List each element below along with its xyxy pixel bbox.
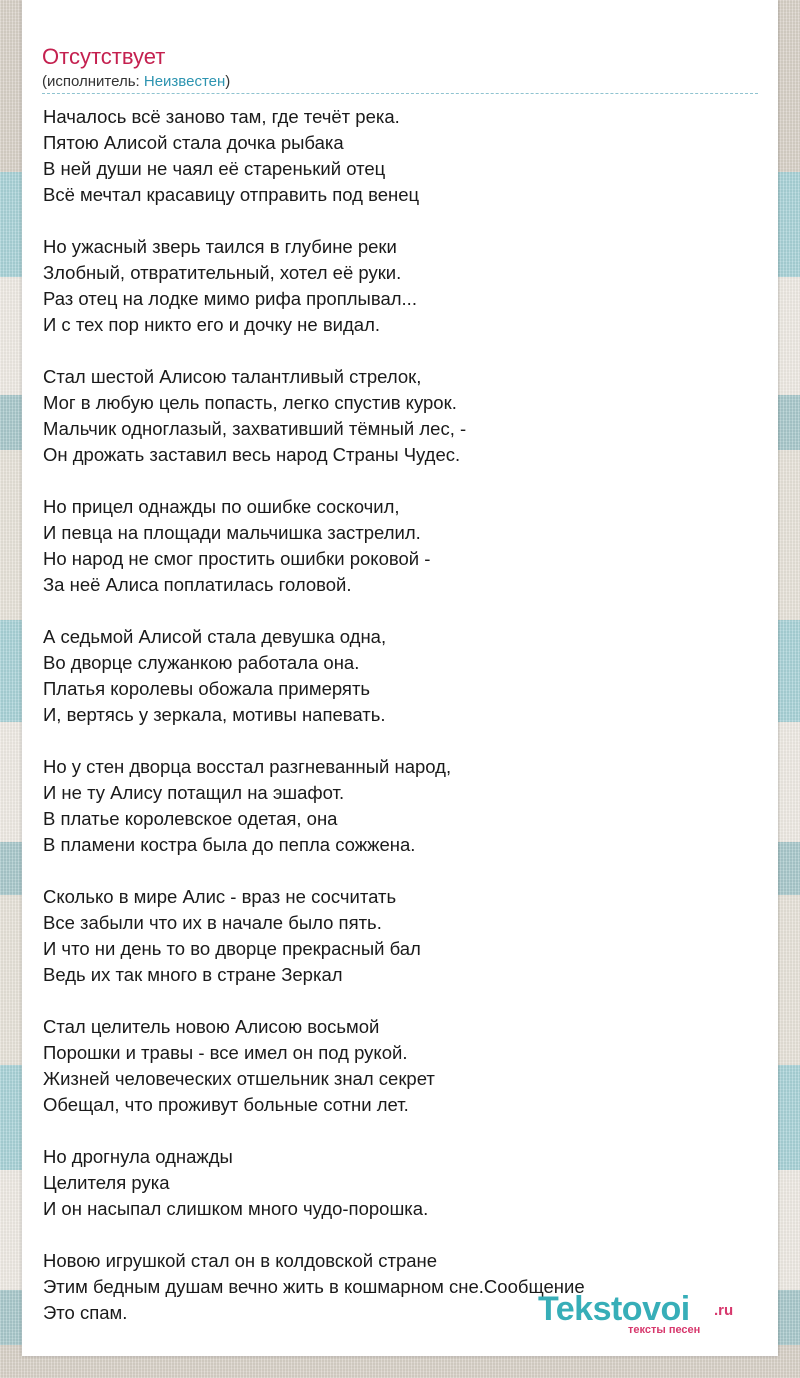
lyric-line: Порошки и травы - все имел он под рукой. — [43, 1042, 408, 1063]
lyric-line: Но прицел однажды по ошибке соскочил, — [43, 496, 400, 517]
lyric-line: Стал шестой Алисою талантливый стрелок, — [43, 366, 422, 387]
artist-line — [42, 73, 230, 91]
lyric-line: И певца на площади мальчишка застрелил. — [43, 522, 421, 543]
lyric-line: И что ни день то во дворце прекрасный бал — [43, 938, 421, 959]
lyric-line: Он дрожать заставил весь народ Страны Чудес. — [43, 444, 461, 465]
logo-wordmark: Tekstovoi — [538, 1290, 690, 1328]
logo-tagline: тексты песен — [628, 1324, 701, 1336]
lyric-line: В ней души не чаял её старенький отец — [43, 158, 386, 179]
lyric-line: Это спам. — [43, 1302, 128, 1323]
artist-prefix: (исполнитель: — [42, 73, 144, 90]
stanza-break — [43, 208, 763, 234]
lyric-line: Но народ не смог простить ошибки роковой - — [43, 548, 431, 569]
stanza-break — [43, 598, 763, 624]
lyric-line: Обещал, что проживут больные сотни лет. — [43, 1094, 409, 1115]
lyric-line: Новою игрушкой стал он в колдовской стране — [43, 1250, 438, 1271]
lyric-line: И он насыпал слишком много чудо-порошка. — [43, 1198, 429, 1219]
lyric-line: Но у стен дворца восстал разгневанный народ, — [43, 756, 452, 777]
lyric-line: И, вертясь у зеркала, мотивы напевать. — [43, 704, 386, 725]
stanza-break — [43, 1118, 763, 1144]
site-logo[interactable] — [538, 1290, 748, 1336]
lyric-line: А седьмой Алисой стала девушка одна, — [43, 626, 387, 647]
lyric-line: Во дворце служанкою работала она. — [43, 652, 360, 673]
lyrics-text — [43, 104, 763, 1326]
stanza-break — [43, 1222, 763, 1248]
stanza-break — [43, 728, 763, 754]
stanza-break — [43, 468, 763, 494]
lyric-line: Ведь их так много в стране Зеркал — [43, 964, 343, 985]
lyric-line: Но дрогнула однажды — [43, 1146, 233, 1167]
lyric-line: Сколько в мире Алис - враз не сосчитать — [43, 886, 397, 907]
lyric-line: За неё Алиса поплатилась головой. — [43, 574, 352, 595]
lyric-line: В пламени костра была до пепла сожжена. — [43, 834, 416, 855]
lyric-line: Раз отец на лодке мимо рифа проплывал... — [43, 288, 417, 309]
lyric-line: Мог в любую цель попасть, легко спустив курок. — [43, 392, 457, 413]
lyric-line: Стал целитель новою Алисою восьмой — [43, 1016, 380, 1037]
artist-suffix: ) — [225, 73, 231, 90]
lyric-line: И с тех пор никто его и дочку не видал. — [43, 314, 381, 335]
lyric-line: Но ужасный зверь таился в глубине реки — [43, 236, 397, 257]
lyric-line: Злобный, отвратительный, хотел её руки. — [43, 262, 402, 283]
lyric-line: Этим бедным душам вечно жить в кошмарном сне.Сообщение — [43, 1276, 585, 1297]
lyric-line: Целителя рука — [43, 1172, 170, 1193]
stanza-break — [43, 858, 763, 884]
lyric-line: Платья королевы обожала примерять — [43, 678, 371, 699]
lyric-line: Началось всё заново там, где течёт река. — [43, 106, 400, 127]
lyric-line: Мальчик одноглазый, захвативший тёмный лес, - — [43, 418, 467, 439]
stanza-break — [43, 338, 763, 364]
lyric-line: В платье королевское одетая, она — [43, 808, 338, 829]
lyric-line: Жизней человеческих отшельник знал секрет — [43, 1068, 435, 1089]
title-divider — [42, 93, 758, 94]
lyric-line: Все забыли что их в начале было пять. — [43, 912, 382, 933]
lyric-line: Всё мечтал красавицу отправить под венец — [43, 184, 420, 205]
lyrics-card — [22, 0, 778, 1356]
stanza-break — [43, 988, 763, 1014]
song-title: Отсутствует — [42, 44, 166, 69]
lyric-line: Пятою Алисой стала дочка рыбака — [43, 132, 344, 153]
lyric-line: И не ту Алису потащил на эшафот. — [43, 782, 345, 803]
artist-link[interactable]: Неизвестен — [143, 73, 226, 90]
logo-domain: .ru — [714, 1302, 734, 1319]
